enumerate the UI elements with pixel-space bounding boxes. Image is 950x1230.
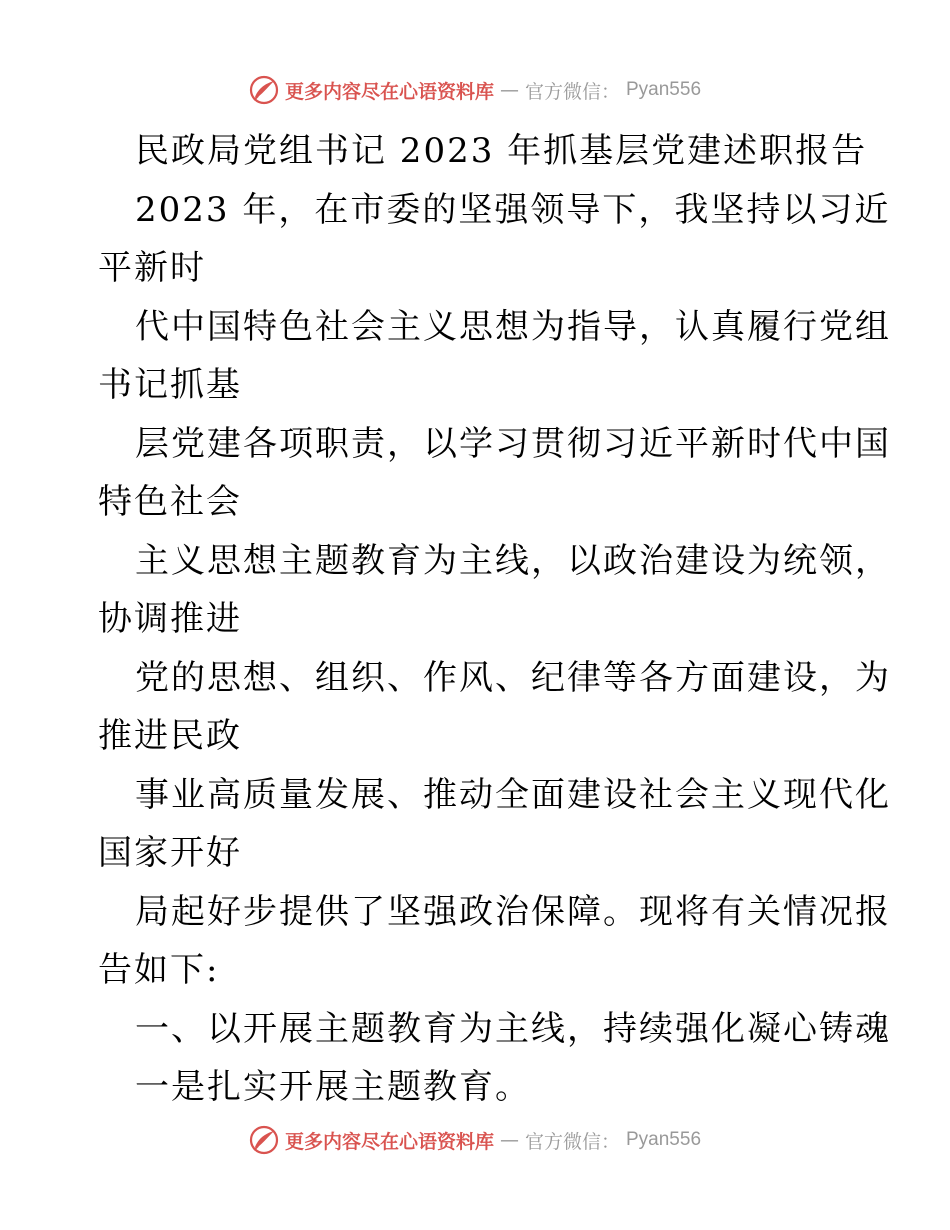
text-line: 国家开好 <box>98 833 242 873</box>
text-line: 代中国特色社会主义思想为指导，认真履行党组 <box>135 306 891 347</box>
watermark-wechat-label: 官方微信： <box>524 1130 620 1153</box>
watermark-separator: — <box>499 1129 519 1151</box>
text-line: 协调推进 <box>98 599 242 639</box>
watermark-site-text: 更多内容尽在心语资料库 <box>284 80 494 103</box>
watermark-wechat-id: Pyan556 <box>626 79 702 100</box>
document-body <box>98 122 891 1117</box>
text-line: 书记抓基 <box>98 365 242 405</box>
text-line: 平新时 <box>98 248 206 288</box>
text-line: 告如下: <box>98 950 220 990</box>
watermark-separator: — <box>499 79 519 101</box>
header-watermark <box>0 70 950 110</box>
text-line: 推进民政 <box>98 716 242 756</box>
watermark-wechat-id: Pyan556 <box>626 1129 702 1150</box>
section-heading: 一、以开展主题教育为主线，持续强化凝心铸魂 <box>135 1008 891 1049</box>
pen-logo-icon <box>249 1125 279 1155</box>
document-title: 民政局党组书记 2023 年抓基层党建述职报告 <box>135 131 868 171</box>
text-line: 局起好步提供了坚强政治保障。现将有关情况报 <box>135 891 891 932</box>
text-line: 事业高质量发展、推动全面建设社会主义现代化 <box>135 774 891 815</box>
text-line: 主义思想主题教育为主线，以政治建设为统领， <box>135 540 891 581</box>
pen-logo-icon <box>249 75 279 105</box>
subsection-heading: 一是扎实开展主题教育。 <box>135 1067 531 1107</box>
watermark-wechat-label: 官方微信： <box>524 80 620 103</box>
text-line: 层党建各项职责，以学习贯彻习近平新时代中国 <box>135 423 891 464</box>
watermark-site-text: 更多内容尽在心语资料库 <box>284 1130 494 1153</box>
text-line: 特色社会 <box>98 482 242 522</box>
text-line: 2023 年，在市委的坚强领导下，我坚持以习近 <box>135 189 891 230</box>
text-line: 党的思想、组织、作风、纪律等各方面建设，为 <box>135 657 891 698</box>
footer-watermark <box>0 1120 950 1160</box>
